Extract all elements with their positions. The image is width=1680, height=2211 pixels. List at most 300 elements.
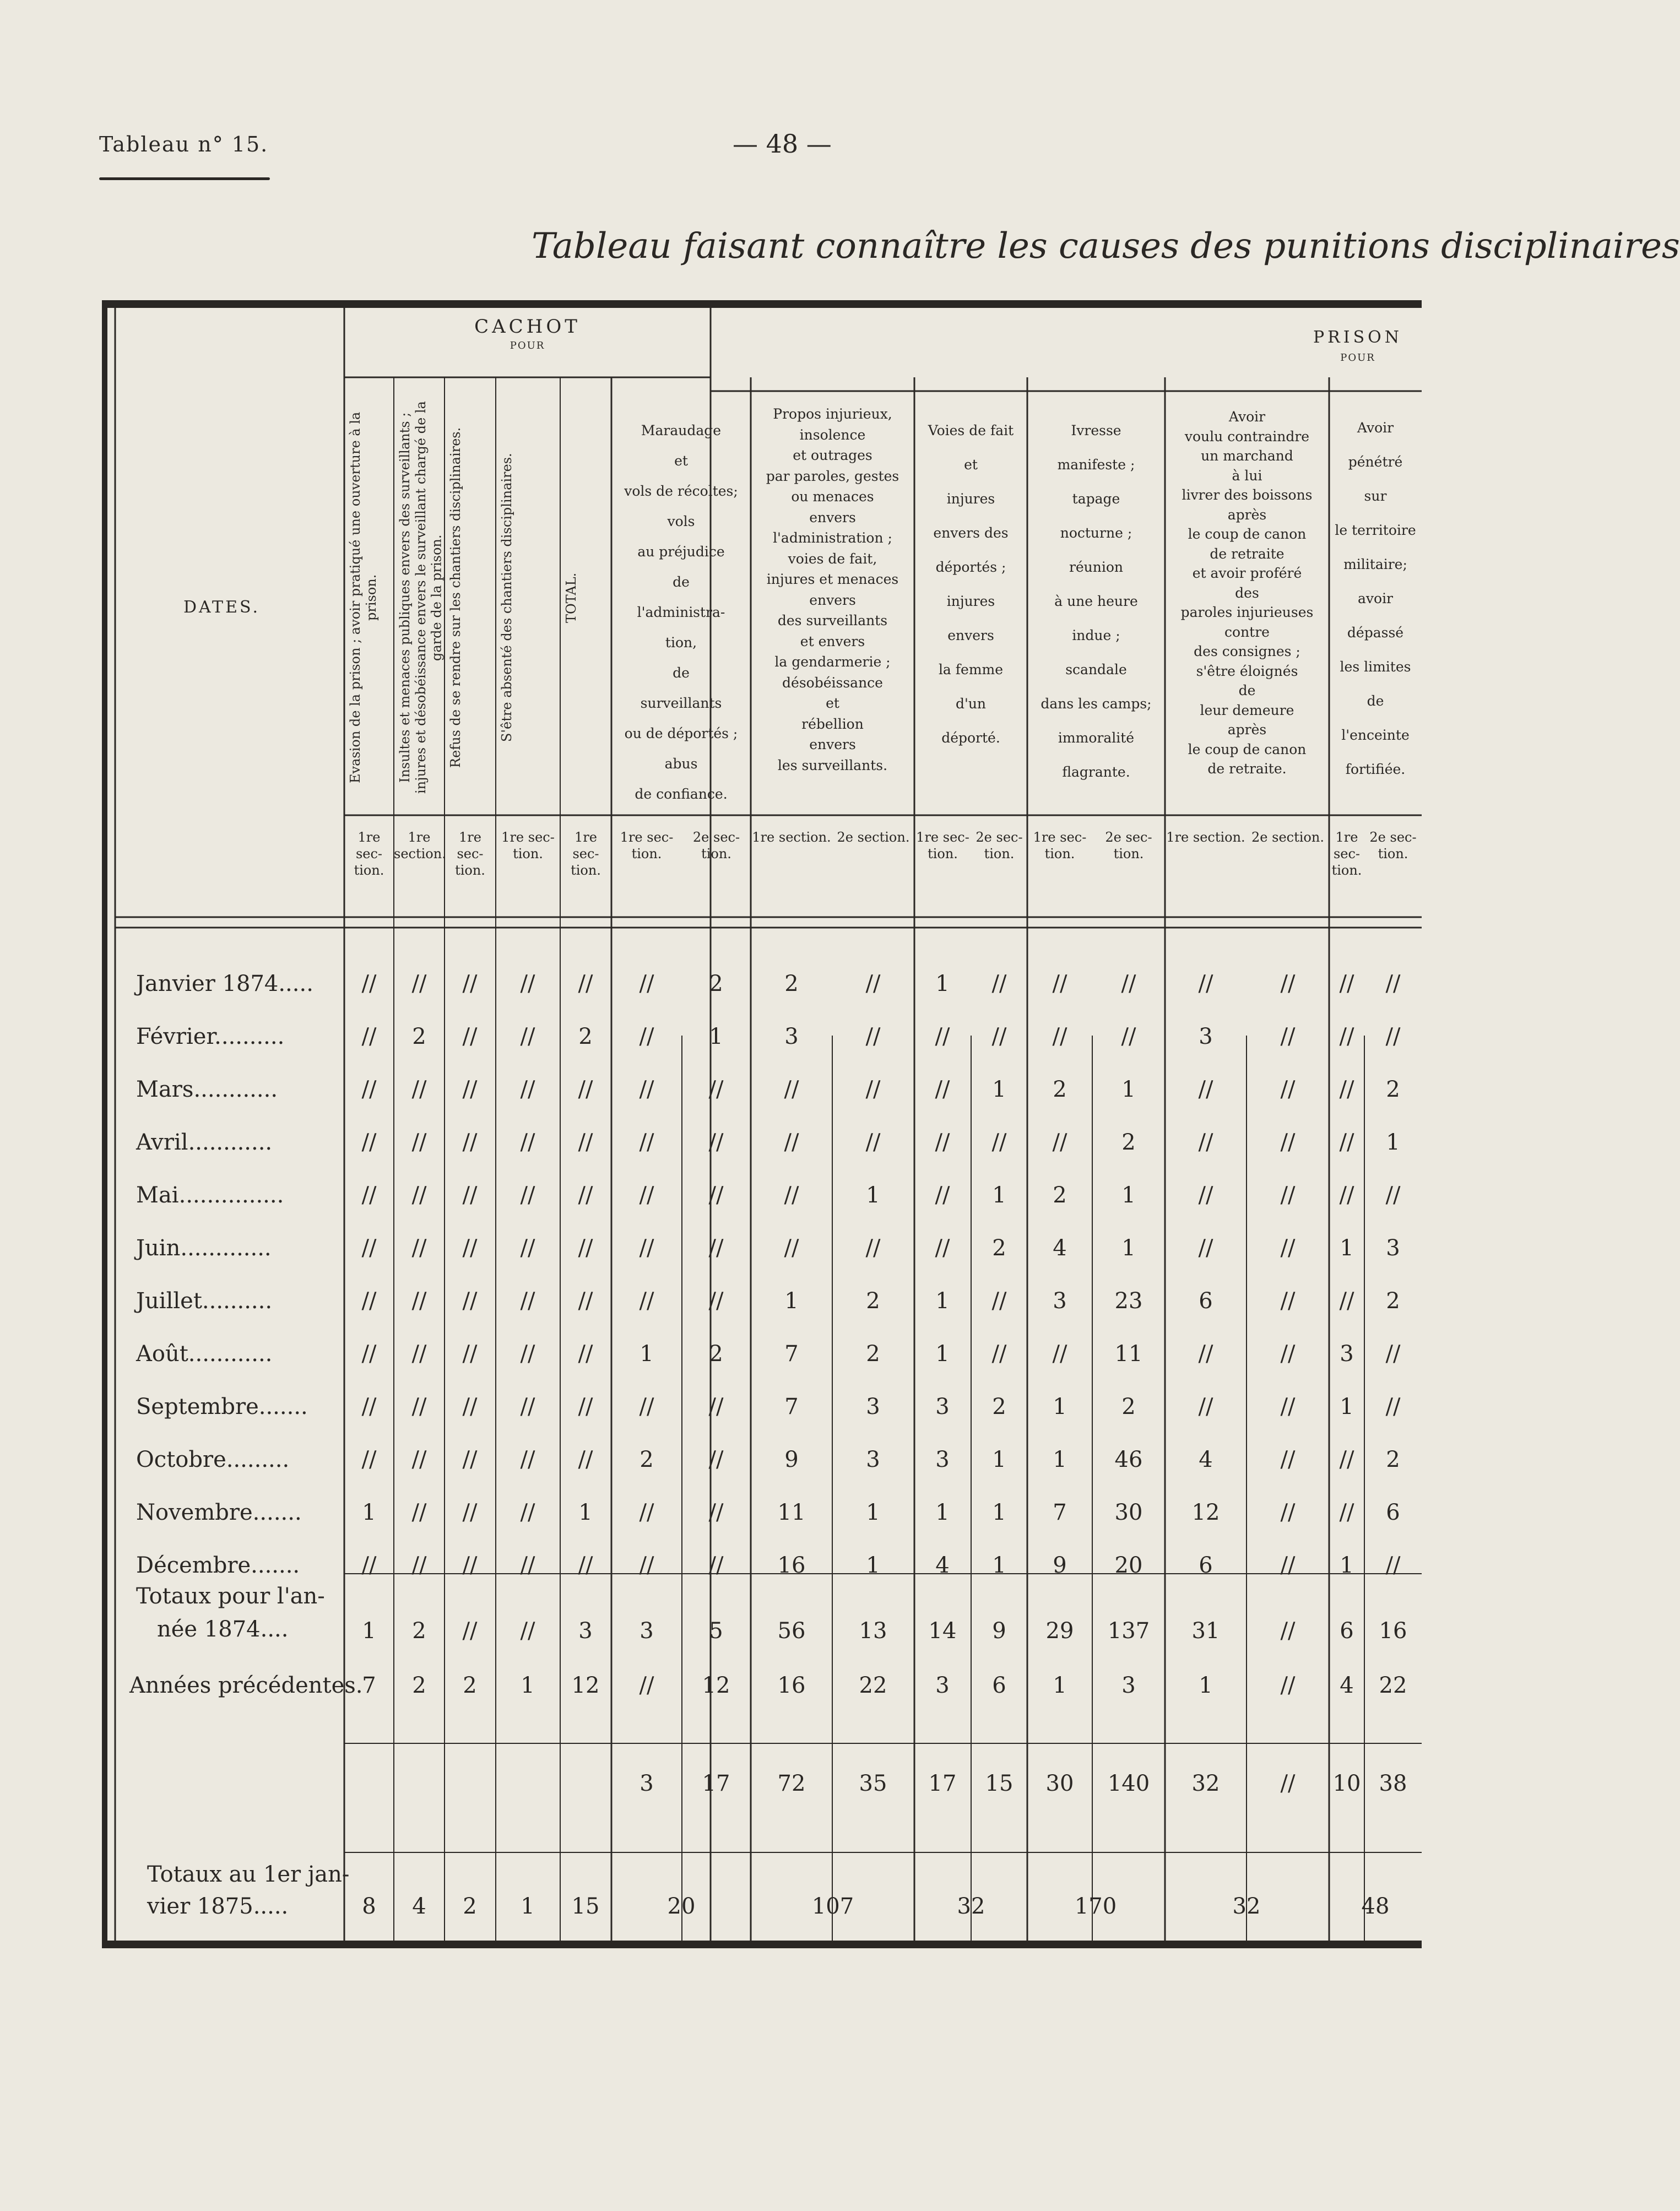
cell-value: 4 [1199,1447,1213,1472]
prison-col-head-line: l'administration ; [773,530,892,546]
cell-value: 9 [1053,1553,1067,1578]
totals-1874-value: 56 [777,1618,806,1644]
cell-value: 2 [1053,1077,1067,1102]
cell-value: // [520,971,535,996]
cell-value: // [578,1288,593,1314]
cachot-sub: POUR [510,340,545,351]
cell-value: // [1198,1394,1213,1419]
cell-value: // [1198,1183,1213,1208]
prison-col-head-line: désobéissance [782,674,883,691]
cell-value: // [520,1077,535,1102]
prison-col-head-line: des surveillants [777,613,888,628]
section-label: 1re sec-tion. [571,830,601,878]
cell-value: 3 [935,1447,950,1472]
prison-col-head-line: de [1367,693,1384,709]
prison-col-head-line: manifeste ; [1057,457,1135,473]
prison-col-head-line: de retraite. [1207,761,1287,777]
cell-value: // [361,1183,377,1208]
cell-value: 3 [1199,1024,1213,1049]
previous-years-value: 22 [1379,1673,1407,1698]
prison-col-head-line: déporté. [941,730,1000,746]
cell-value: // [708,1394,724,1419]
cell-value: // [1280,1183,1296,1208]
table-number: Tableau n° 15. [99,132,269,156]
cell-value: // [1385,971,1401,996]
section-label: 1re sec-tion. [1033,830,1087,861]
section-label: 1re sec-tion. [1331,830,1362,878]
prison-col-head-line: envers [809,509,856,525]
prison-col-head-line: des consignes ; [1194,643,1300,659]
prison-col-head-line: insolence [799,426,866,443]
cell-value: // [462,1341,478,1367]
cell-value: // [784,1235,799,1261]
sum-value: // [1280,1771,1296,1796]
bottom-border [102,1941,1422,1948]
final-total-value: 8 [362,1894,376,1919]
cell-value: 2 [784,971,799,996]
cell-value: // [578,1077,593,1102]
previous-years-value: 7 [362,1673,376,1698]
header-rule [99,177,270,180]
totals-1874-value: 5 [709,1618,723,1644]
cell-value: // [462,1288,478,1314]
cell-value: 3 [866,1394,880,1419]
section-label: 1re sec-tion. [620,830,674,861]
cell-value: 2 [640,1447,654,1472]
prison-col-head-line: surveillants [640,695,722,711]
section-label: 2e sec-tion. [1105,830,1152,861]
prison-col-head-line: dans les camps; [1040,696,1152,712]
cell-value: // [1198,1130,1213,1155]
final-total-value: 4 [412,1894,426,1919]
prison-col-head-line: déportés ; [935,559,1006,575]
row-label: Novembre....... [136,1500,302,1525]
cell-value: // [520,1553,535,1578]
cell-value: // [991,1288,1007,1314]
cell-value: // [935,1235,950,1261]
section-label: 1re sec-tion. [916,830,969,861]
cell-value: // [411,971,427,996]
cell-value: // [991,971,1007,996]
cell-value: // [462,1500,478,1525]
prison-col-head-line: après [1227,506,1267,523]
prison-col-head-line: nocturne ; [1060,525,1132,541]
totals-1874-value: 14 [928,1618,957,1644]
prison-col-head-line: leur demeure [1200,702,1294,718]
cell-value: // [1339,1447,1354,1472]
cell-value: 6 [1386,1500,1400,1525]
totals-1874-value: // [520,1618,535,1644]
prison-col-head-line: et avoir proféré [1192,565,1302,581]
section-label: 1re sec-tion. [354,830,384,878]
prison-col-head-line: et [674,453,688,469]
section-label: 1re sec-tion. [501,830,555,861]
cell-value: // [1280,1500,1296,1525]
section-label: 1re section. [752,830,831,845]
punishment-table [102,300,1422,1953]
cell-value: // [639,1183,654,1208]
prison-col-head-line: le coup de canon [1188,741,1307,757]
prison-col-head-line: de [673,574,690,590]
cachot-col-head: TOTAL. [563,572,579,623]
cell-value: // [708,1130,724,1155]
cell-value: // [1339,1024,1354,1049]
cell-value: // [361,1130,377,1155]
totals-1874-value: 3 [578,1618,593,1644]
prison-col-head-line: et [826,695,839,711]
cell-value: // [1198,1235,1213,1261]
cachot-col-head: Refus de se rendre sur les chantiers disciplinaires. [448,427,463,768]
prison-col-head-line: le territoire [1335,522,1416,538]
cell-value: // [784,1077,799,1102]
cell-value: // [865,1235,881,1261]
cell-value: // [784,1130,799,1155]
prison-col-head-line: envers [809,736,856,752]
cell-value: // [520,1341,535,1367]
cell-value: 1 [784,1288,799,1314]
cell-value: // [520,1024,535,1049]
previous-years-value: // [1280,1673,1296,1698]
cell-value: 1 [992,1077,1006,1102]
cell-value: // [991,1130,1007,1155]
sum-value: 32 [1191,1771,1220,1796]
cell-value: // [361,1394,377,1419]
cell-value: // [1339,971,1354,996]
cell-value: // [361,971,377,996]
row-label: Septembre....... [136,1394,308,1419]
prison-col-head-line: à lui [1232,467,1262,484]
sum-value: 10 [1332,1771,1361,1796]
prison-col-head-line: après [1227,722,1267,738]
sum-value: 38 [1379,1771,1407,1796]
cell-value: 3 [1386,1235,1400,1261]
final-total-value: 2 [463,1894,477,1919]
prison-col-head-line: injures [946,593,995,609]
cell-value: 2 [412,1024,426,1049]
cell-value: 2 [709,1341,723,1367]
cell-value: 2 [992,1394,1006,1419]
cell-value: 1 [1053,1447,1067,1472]
prison-col-head-line: scandale [1065,662,1127,678]
prison-col-head-line: envers [809,592,856,608]
previous-years-value: 6 [992,1673,1006,1698]
prison-col-head-line: les limites [1340,659,1411,675]
row-label: Mars............ [136,1077,278,1102]
prison-col-head-line: rébellion [801,716,864,732]
cell-value: // [935,1024,950,1049]
cachot-group: CACHOT [474,316,581,338]
cell-value: // [708,1183,724,1208]
dates-header: DATES. [183,598,260,617]
previous-years-value: 1 [1053,1673,1067,1698]
cell-value: 3 [1340,1341,1354,1367]
cell-value: // [1385,1553,1401,1578]
cell-value: 1 [866,1183,880,1208]
cell-value: 6 [1199,1288,1213,1314]
prison-col-head-line: Avoir [1357,420,1394,436]
cell-value: // [935,1183,950,1208]
prison-col-head-line: la gendarmerie ; [774,654,891,670]
cell-value: // [411,1235,427,1261]
cell-value: // [578,1447,593,1472]
cell-value: // [1280,1077,1296,1102]
cachot-col-head: Evasion de la prison ; avoir pratiqué une ouverture à la prison. [348,411,379,784]
totals-1874-value: 137 [1107,1618,1150,1644]
prison-col-head-line: tion, [665,635,697,651]
row-label: Février.......... [136,1024,285,1049]
prison-col-head-line: paroles injurieuses [1180,604,1314,620]
cell-value: 4 [935,1553,950,1578]
cell-value: // [1280,971,1296,996]
previous-years-value: 22 [859,1673,887,1698]
cell-value: // [1280,1394,1296,1419]
cell-value: // [1339,1288,1354,1314]
cell-value: // [1339,1130,1354,1155]
left-border-outer [102,300,107,1947]
cell-value: // [411,1077,427,1102]
cell-value: // [639,1024,654,1049]
final-total-value: 1 [521,1894,535,1919]
section-label: 2e section. [837,830,910,845]
cell-value: // [462,1235,478,1261]
cell-value: // [578,1394,593,1419]
cell-value: // [520,1130,535,1155]
cell-value: // [578,1235,593,1261]
cell-value: // [578,1553,593,1578]
totals-1874-value: 2 [412,1618,426,1644]
cell-value: 2 [866,1341,880,1367]
totals-1874-value: 16 [1379,1618,1407,1644]
cell-value: 1 [1340,1553,1354,1578]
cell-value: // [1052,1024,1067,1049]
prison-col-head-line: de [673,665,690,681]
cell-value: // [411,1183,427,1208]
cell-value: // [1280,1130,1296,1155]
previous-years-value: 2 [412,1673,426,1698]
cell-value: // [708,1288,724,1314]
totals-1874-value: 13 [859,1618,887,1644]
cell-value: 1 [1053,1394,1067,1419]
cell-value: 2 [709,971,723,996]
sum-value: 3 [640,1771,654,1796]
cell-value: // [578,971,593,996]
cell-value: 6 [1199,1553,1213,1578]
cell-value: 3 [866,1447,880,1472]
cell-value: // [935,1077,950,1102]
prison-col-head-line: avoir [1357,590,1394,606]
prison-col-head-line: des [1235,584,1259,601]
cell-value: 23 [1114,1288,1143,1314]
cell-value: 1 [1386,1130,1400,1155]
cell-value: // [411,1500,427,1525]
totals-1874-value: 3 [640,1618,654,1644]
prison-col-head-line: à une heure [1054,593,1138,609]
cachot-col-head: S'être absenté des chantiers disciplinaires. [499,453,514,743]
section-label: 2e sec-tion. [976,830,1023,861]
totals-1874-value: 9 [992,1618,1006,1644]
previous-years-value: 12 [571,1673,600,1698]
cell-value: // [462,1553,478,1578]
prison-col-head-line: l'administra- [637,604,725,620]
cell-value: // [1280,1447,1296,1472]
cell-value: // [991,1341,1007,1367]
prison-col-head-line: la femme [938,662,1004,678]
cell-value: 3 [1053,1288,1067,1314]
section-label: 2e sec-tion. [1369,830,1417,861]
cell-value: // [1280,1288,1296,1314]
cell-value: 1 [992,1183,1006,1208]
sum-value: 17 [702,1771,730,1796]
cell-value: // [639,1553,654,1578]
prison-col-head-line: immoralité [1058,730,1135,746]
cell-value: // [578,1341,593,1367]
cell-value: // [361,1024,377,1049]
cell-value: // [708,1447,724,1472]
final-total-value: 20 [667,1894,696,1919]
cell-value: // [462,1394,478,1419]
row-label: Juin............. [136,1235,272,1261]
totals-1874-value: 1 [362,1618,376,1644]
previous-years-value: 3 [935,1673,950,1698]
cell-value: 9 [784,1447,799,1472]
totals-1874-value: // [1280,1618,1296,1644]
row-label: Avril............ [136,1130,273,1155]
section-label: 2e section. [1251,830,1324,845]
cell-value: // [1052,1341,1067,1367]
cell-value: // [462,1447,478,1472]
cell-value: // [865,1077,881,1102]
previous-years-value: 1 [521,1673,535,1698]
prison-col-head-line: livrer des boissons [1182,487,1313,503]
cell-value: // [639,1077,654,1102]
totals-1874-value: 6 [1340,1618,1354,1644]
cell-value: // [1385,1341,1401,1367]
prison-sub: POUR [1340,352,1375,364]
previous-years-value: 4 [1340,1673,1354,1698]
prison-col-head-line: vols [667,513,695,529]
cell-value: 1 [1340,1394,1354,1419]
previous-years-value: 12 [702,1673,730,1698]
cell-value: // [520,1447,535,1472]
cell-value: 11 [777,1500,806,1525]
cell-value: // [865,1024,881,1049]
cell-value: // [411,1130,427,1155]
section-label: 2e sec-tion. [692,830,740,861]
prison-col-head-line: envers des [933,525,1009,541]
cell-value: 2 [992,1235,1006,1261]
cell-value: // [462,1024,478,1049]
final-total-value: 170 [1074,1894,1117,1919]
totals-1874-value: 29 [1045,1618,1074,1644]
totals-1874-value: 31 [1191,1618,1220,1644]
cell-value: 1 [935,971,950,996]
previous-years-value: 2 [463,1673,477,1698]
cell-value: 2 [578,1024,593,1049]
prison-col-head-line: de confiance. [635,786,728,802]
cell-value: // [991,1024,1007,1049]
cell-value: // [578,1183,593,1208]
previous-years-value: 1 [1199,1673,1213,1698]
prison-col-head-line: s'être éloignés [1196,663,1298,679]
cell-value: 1 [1121,1077,1136,1102]
prison-col-head-line: de [1238,682,1256,698]
prison-col-head-line: militaire; [1343,556,1407,572]
cell-value: // [1121,971,1136,996]
final-total-value: 15 [571,1894,600,1919]
prison-col-head-line: Propos injurieux, [773,406,892,422]
cell-value: 1 [362,1500,376,1525]
row-label: Août............ [136,1341,273,1367]
sum-value: 140 [1107,1771,1150,1796]
cell-value: 1 [640,1341,654,1367]
prison-col-head-line: Ivresse [1071,422,1121,438]
cell-value: // [361,1235,377,1261]
prison-col-head-line: pénétré [1348,454,1403,470]
row-label: Mai............... [136,1183,284,1208]
previous-years-value: 16 [777,1673,806,1698]
prison-col-head-line: contre [1224,624,1270,640]
prison-col-head-line: dépassé [1347,625,1404,641]
cell-value: // [708,1553,724,1578]
cell-value: // [639,1500,654,1525]
cell-value: // [639,1130,654,1155]
cell-value: 1 [709,1024,723,1049]
cell-value: // [784,1183,799,1208]
cell-value: 2 [1386,1288,1400,1314]
final-total-value: 32 [957,1894,985,1919]
prison-col-head-line: ou de déportés ; [624,725,738,741]
cell-value: 1 [992,1500,1006,1525]
sum-value: 30 [1045,1771,1074,1796]
cell-value: // [411,1394,427,1419]
row-label: Juillet.......... [136,1288,273,1314]
final-total-value: 32 [1232,1894,1261,1919]
cell-value: 16 [777,1553,806,1578]
cell-value: // [361,1447,377,1472]
cell-value: 4 [1053,1235,1067,1261]
cell-value: // [1385,1394,1401,1419]
cell-value: 2 [1121,1394,1136,1419]
cell-value: 1 [866,1500,880,1525]
cell-value: // [520,1394,535,1419]
prison-col-head-line: injures et menaces [766,571,899,587]
cell-value: 1 [992,1447,1006,1472]
row-label: Décembre....... [136,1553,300,1578]
prison-col-head-line: Voies de fait [928,422,1014,438]
cell-value: 7 [1053,1500,1067,1525]
prison-col-head-line: Maraudage [641,422,722,438]
previous-years-label: Années précédentes. [129,1673,363,1698]
cell-value: 7 [784,1394,799,1419]
cell-value: 1 [935,1341,950,1367]
prison-col-head-line: Avoir [1228,409,1266,425]
cell-value: // [520,1500,535,1525]
prison-col-head-line: au préjudice [637,544,725,560]
cell-value: // [361,1288,377,1314]
prison-col-head-line: flagrante. [1062,764,1130,780]
cell-value: // [1198,1077,1213,1102]
cell-value: // [935,1130,950,1155]
cachot-col-head: Insultes et menaces publiques envers des surveillants ; injures et désobéissance envers le surveillant chargé de la garde de la prison. [397,401,445,794]
prison-col-head-line: réunion [1069,559,1124,575]
cell-value: // [1385,1024,1401,1049]
cell-value: // [865,1130,881,1155]
prison-col-head-line: de retraite [1210,545,1285,562]
cell-value: // [639,1394,654,1419]
cell-value: // [639,1235,654,1261]
cell-value: // [639,1288,654,1314]
cell-value: // [708,1077,724,1102]
